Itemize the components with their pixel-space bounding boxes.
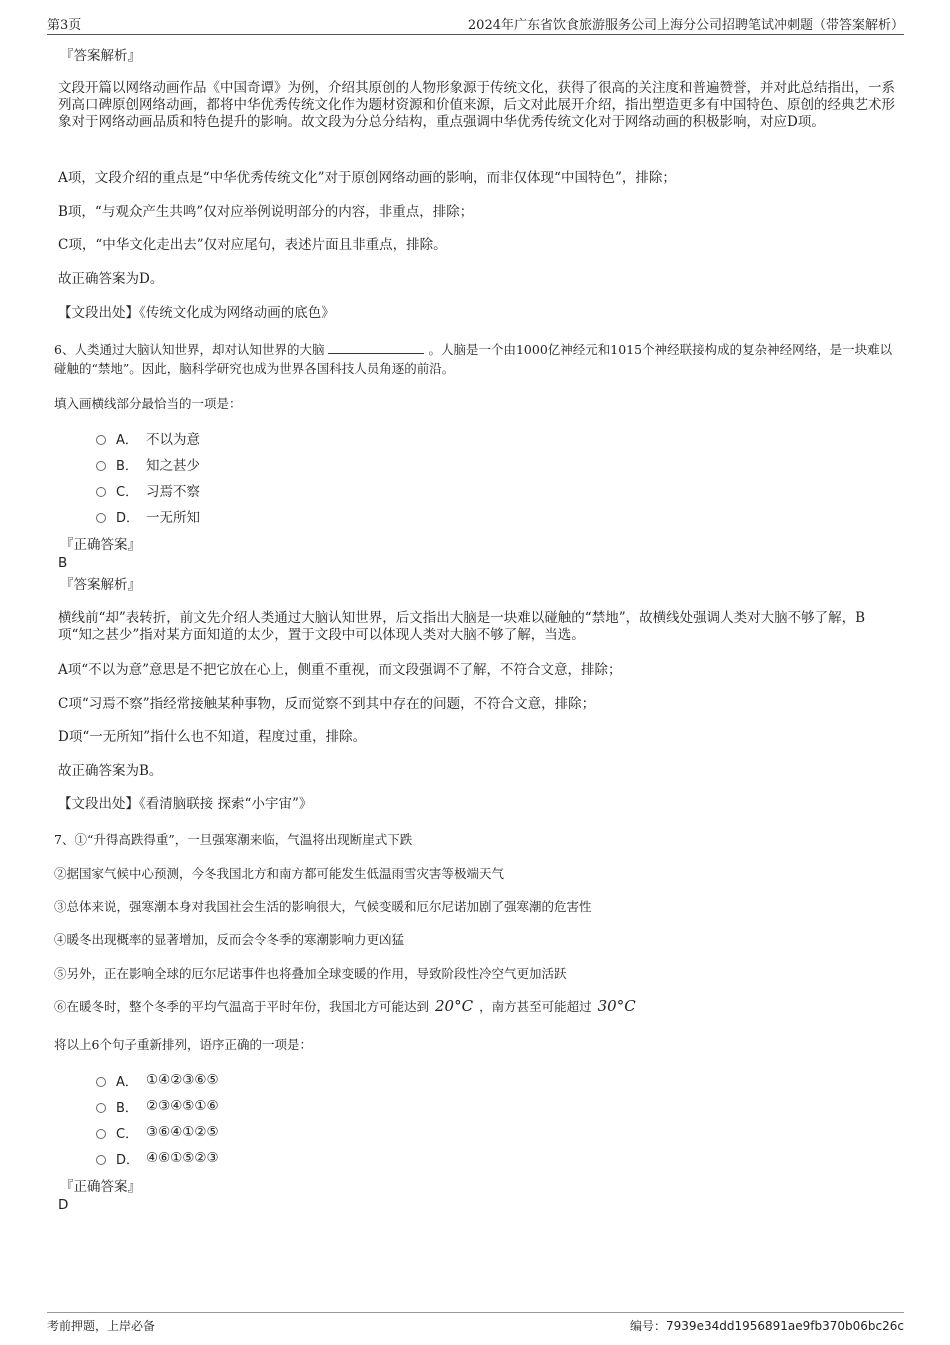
q7-sentence-2: ②据国家气候中心预测，今冬我国北方和南方都可能发生低温雨雪灾害等极端天气 <box>54 866 505 881</box>
q6-option-d-analysis: D项“一无所知”指什么也不知道，程度过重，排除。 <box>58 729 367 745</box>
q6-option-c-analysis: C项“习焉不察”指经常接触某种事物，反而觉察不到其中存在的问题，不符合文意，排除； <box>58 696 596 712</box>
q6-option-a-analysis: A项“不以为意”意思是不把它放在心上，侧重不重视，而文段强调不了解，不符合文意，排除； <box>58 662 622 678</box>
q5-option-c-analysis: C项，“中华文化走出去”仅对应尾句，表述片面且非重点，排除。 <box>58 237 447 253</box>
q7-options <box>96 1067 219 1171</box>
radio-icon[interactable] <box>96 513 106 523</box>
q5-conclusion: 故正确答案为D。 <box>58 271 164 287</box>
q5-option-a-analysis: A项，文段介绍的重点是“中华优秀传统文化”对于原创网络动画的影响，而非仅体现“中国特色”，排除； <box>58 170 676 186</box>
radio-icon[interactable] <box>96 461 106 471</box>
analysis-heading: 『答案解析』 <box>60 48 141 64</box>
page-footer <box>47 1312 904 1333</box>
q7-option-a[interactable]: A． ①④②③⑥⑤ <box>96 1067 219 1093</box>
q7-option-d[interactable]: D． ④⑥①⑤②③ <box>96 1145 219 1171</box>
q6-answer-heading: 『正确答案』 <box>60 537 141 553</box>
footer-slogan: 考前押题，上岸必备 <box>47 1319 156 1333</box>
q7-sentence-3: ③总体来说，强寒潮本身对我国社会生活的影响很大，气候变暖和厄尔尼诺加剧了强寒潮的危害性 <box>54 899 592 914</box>
q7-prompt: 将以上6个句子重新排列，语序正确的一项是： <box>54 1037 312 1052</box>
q6-option-c[interactable]: C． 习焉不察 <box>96 477 200 503</box>
q7-answer: D <box>58 1197 69 1213</box>
q7-sentence-1: 7、①“升得高跌得重”，一旦强寒潮来临，气温将出现断崖式下跌 <box>54 832 413 847</box>
q6-source: 【文段出处】《看清脑联接 探索“小宇宙”》 <box>58 796 313 812</box>
q7-sentence-5: ⑤另外，正在影响全球的厄尔尼诺事件也将叠加全球变暖的作用，导致阶段性冷空气更加活跃 <box>54 966 567 981</box>
q6-option-d[interactable]: D． 一无所知 <box>96 503 200 529</box>
q6-stem: 6、人类通过大脑认知世界，却对认知世界的大脑 。人脑是一个由1000亿神经元和1015个神经联接构成的复杂神经网络，是一块难以碰触的“禁地”。因此，脑科学研究也成为世界各国科技人员角逐的前沿。 <box>54 342 893 376</box>
radio-icon[interactable] <box>96 1103 106 1113</box>
q7-answer-heading: 『正确答案』 <box>60 1179 141 1195</box>
q7-option-b[interactable]: B． ②③④⑤①⑥ <box>96 1093 219 1119</box>
q6-answer: B <box>58 555 68 571</box>
q6-prompt: 填入画横线部分最恰当的一项是： <box>54 396 242 411</box>
radio-icon[interactable] <box>96 1155 106 1165</box>
radio-icon[interactable] <box>96 1129 106 1139</box>
q7-option-c[interactable]: C． ③⑥④①②⑤ <box>96 1119 219 1145</box>
radio-icon[interactable] <box>96 435 106 445</box>
q6-conclusion: 故正确答案为B。 <box>58 763 163 779</box>
q6-option-b[interactable]: B． 知之甚少 <box>96 451 200 477</box>
q6-option-a[interactable]: A． 不以为意 <box>96 425 200 451</box>
q7-sentence-4: ④暖冬出现概率的显著增加，反而会令冬季的寒潮影响力更凶猛 <box>54 932 405 947</box>
q5-analysis-paragraph: 文段开篇以网络动画作品《中国奇谭》为例，介绍其原创的人物形象源于传统文化，获得了很高的关注度和普遍赞誉，并对此总结指出，一系列高口碑原创网络动画，都将中华优秀传统文化作为题材资源和价值来源，后文对此展开介绍，指出塑造更多有中国特色、原创的经典艺术形象对于网络动画品质和特色提升的影响。故文段为分总分结构，重点强调中华优秀传统文化对于网络动画的积极影响，对应D项。 <box>58 80 895 130</box>
q6-options <box>96 425 200 529</box>
document-title: 2024年广东省饮食旅游服务公司上海分公司招聘笔试冲刺题（带答案解析） <box>467 18 904 33</box>
footer-code: 编号：7939e34dd1956891ae9fb370b06bc26c <box>630 1319 904 1333</box>
q5-source: 【文段出处】《传统文化成为网络动画的底色》 <box>58 305 335 321</box>
q6-blank <box>328 341 424 354</box>
q6-analysis-heading: 『答案解析』 <box>60 577 141 593</box>
q6-analysis: 横线前“却”表转折，前文先介绍人类通过大脑认知世界，后文指出大脑是一块难以碰触的“禁地”，故横线处强调人类对大脑不够了解，B项“知之甚少”指对某方面知道的太少，置于文段中可以体现人类对大脑不够了解，当选。 <box>58 610 866 643</box>
temperature-south: 30°C <box>597 997 636 1015</box>
radio-icon[interactable] <box>96 487 106 497</box>
page-header <box>47 14 904 35</box>
page-number: 第3页 <box>47 18 82 33</box>
radio-icon[interactable] <box>96 1077 106 1087</box>
temperature-north: 20°C <box>435 997 474 1015</box>
q5-option-b-analysis: B项，“与观众产生共鸣”仅对应举例说明部分的内容，非重点，排除； <box>58 204 474 220</box>
q7-sentence-6: ⑥在暖冬时，整个冬季的平均气温高于平时年份，我国北方可能达到 20°C ，南方甚至可能超过 30°C <box>54 997 636 1015</box>
